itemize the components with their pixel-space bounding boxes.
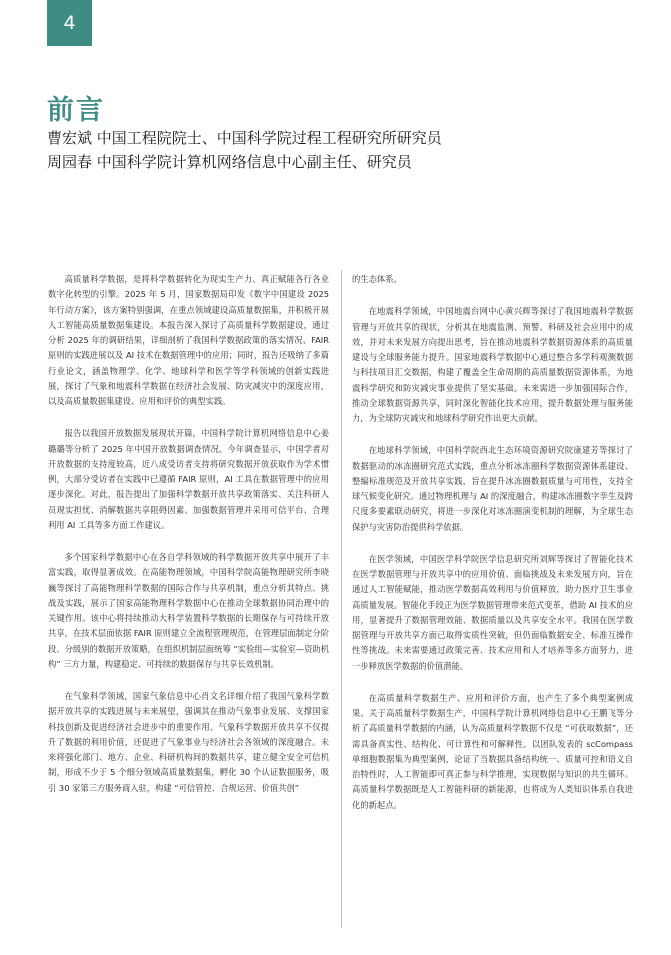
- author-line: 周园春 中国科学院计算机网络信息中心副主任、研究员: [47, 153, 412, 171]
- body-paragraph: 在气象科学领域，国家气象信息中心肖文名详细介绍了我国气象科学数据开放共享的实践进展与未来展望，强调其在推动气象事业发展、支撑国家科技创新及促进经济社会进步中的重要作用。气象科学数据开放共享不仅提升了数据的利用价值，还促进了气象事业与经济社会各领域的深度融合。未来将强化部门、地方、企业、科研机构间的数据共享，建立健全安全可信机制，形成不少于 5 个细分领域高质量数据集，孵化 30 个认证数据服务，吸引 30 家第三方服务商入驻，构建 “可信管控、合规运营、价值共创”: [48, 691, 329, 793]
- body-paragraph: 在地震科学领域，中国地震台网中心黄兴辉等探讨了我国地震科学数据管理与开放共享的现状，分析其在地震监测、预警、科研及社会应用中的成效，并对未来发展方向提出思考，旨在推动地震科学数据资源体系的高质量建设与全球服务能力提升。国家地震科学数据中心通过整合多学科观测数据与科技项目汇交数据，构建了覆盖全生命周期的高质量数据资源体系，为地震科学研究和防灾减灾事业提供了坚实基础。未来需进一步加强国际合作，推动全球数据资源共享，同时深化智能化技术应用，提升数据处理与服务能力，为全球防灾减灾和地球科学研究作出更大贡献。: [352, 306, 633, 423]
- right-column: [352, 272, 633, 830]
- page-number-badge: [47, 0, 92, 46]
- page-title: 前言: [47, 95, 105, 126]
- body-paragraph: 在高质量科学数据生产、应用和评价方面，也产生了多个典型案例成果。关于高质量科学数据生产，中国科学院计算机网络信息中心王鹏飞等分析了高质量科学数据的内涵，认为高质量科学数据不仅是 “可获取数据”，还需具备真实性、结构化、可计算性和可解释性。以团队发表的 scCompass 单细胞数据集为典型案例，论证了当数据具备结构统一、质量可控和语义自治特性时，人工智能即可真正参与科学推理，实现数据与知识的共生循环。高质量科学数据既是人工智能科研的新能源，也将成为人类知识体系自我进化的新起点。: [352, 692, 633, 810]
- body-paragraph: 高质量科学数据，是将科学数据转化为现实生产力、真正赋能各行各业数字化转型的引擎。2025 年 5 月，国家数据局印发《数字中国建设 2025 年行动方案》，该方案特别强调，在重点领域建设高质量数据集，并积极开展人工智能高质量数据集建设。本报告深入探讨了高质量科学数据建设，通过分析 2025 年的调研结果，详细剖析了我国科学数据政策的落实情况、FAIR 原则的实践进展以及 AI 技术在数据管理中的应用；同时，报告还吸纳了多篇行业论文，涵盖物理学、化学、地球科学和医学等学科领域的创新实践进展，探讨了气象和地震科学数据在经济社会发展、防灾减灾中的深度应用，以及高质量数据集建设、应用和评价的典型实践。: [48, 274, 329, 406]
- author-line: 曹宏斌 中国工程院院士、中国科学院过程工程研究所研究员: [47, 129, 442, 147]
- column-divider: [341, 270, 342, 928]
- body-paragraph-continuation: 的生态体系。: [352, 274, 402, 284]
- body-paragraph: 报告以我国开放数据发展现状开篇，中国科学院计算机网络信息中心姜璐璐等分析了 2025 年中国开放数据调查情况。今年调查显示，中国学者对开放数据的支持度较高，近八成受访者支持将研究数据开放获取作为学术惯例，大部分受访者在实践中已遵循 FAIR 原则，AI 工具在数据管理中的应用逐步深化。对此，报告提出了加强科学数据开放共享政策落实、关注科研人员现实担忧、消解数据共享阻碍因素、加强数据管理并采用可信平台、合理利用 AI 工具等多方面工作建议。: [48, 428, 329, 530]
- page-number: 4: [63, 12, 76, 34]
- body-paragraph: 在地球科学领域，中国科学院西北生态环境资源研究院康建芳等探讨了数据驱动的冰冻圈研究范式实践，重点分析冰冻圈科学数据资源体系建设、整编标准规范及开放共享实践，旨在提升冰冻圈数据质量与可用性，支持全球气候变化研究。通过物理机理与 AI 的深度融合，构建冰冻圈数字孪生及跨尺度多要素联动研究，将进一步深化对冰冻圈演变机制的理解，为全球生态保护与灾害防治提供科学依据。: [352, 445, 633, 532]
- body-paragraph: 多个国家科学数据中心在各自学科领域的科学数据开放共享中展开了丰富实践，取得显著成效。在高能物理领域，中国科学院高能物理研究所李晓巍等探讨了高能物理科学数据的国际合作与共享机制，重点分析其特点、挑战及实践，展示了国家高能物理科学数据中心在推动全球数据协同治理中的关键作用。该中心将持续推动大科学装置科学数据的长期保存与可持续开放共享，在技术层面依据 FAIR 原则建立全流程管理规范，在管理层面制定分阶段、分级别的数据开放策略，在组织机制层面统筹 “实验组—实验室—资助机构” 三方力量，构建稳定、可持续的数据保存与共享长效机制。: [48, 552, 329, 669]
- left-column: [48, 272, 329, 813]
- body-paragraph: 在医学领域，中国医学科学院医学信息研究所刘辉等探讨了智能化技术在医学数据管理与开放共享中的应用价值、面临挑战及未来发展方向，旨在通过人工智能赋能，推动医学数据高效利用与价值释放，助力医疗卫生事业高质量发展。智能化手段正为医学数据管理带来范式变革，借助 AI 技术的应用，显著提升了数据管理效能、数据质量以及共享安全水平。我国在医学数据管理与开放共享方面已取得实质性突破，但仍面临数据安全、标准互操作性等挑战。未来需要通过政策完善、技术应用和人才培养等多方面努力，进一步释放医学数据的价值潜能。: [352, 553, 633, 671]
